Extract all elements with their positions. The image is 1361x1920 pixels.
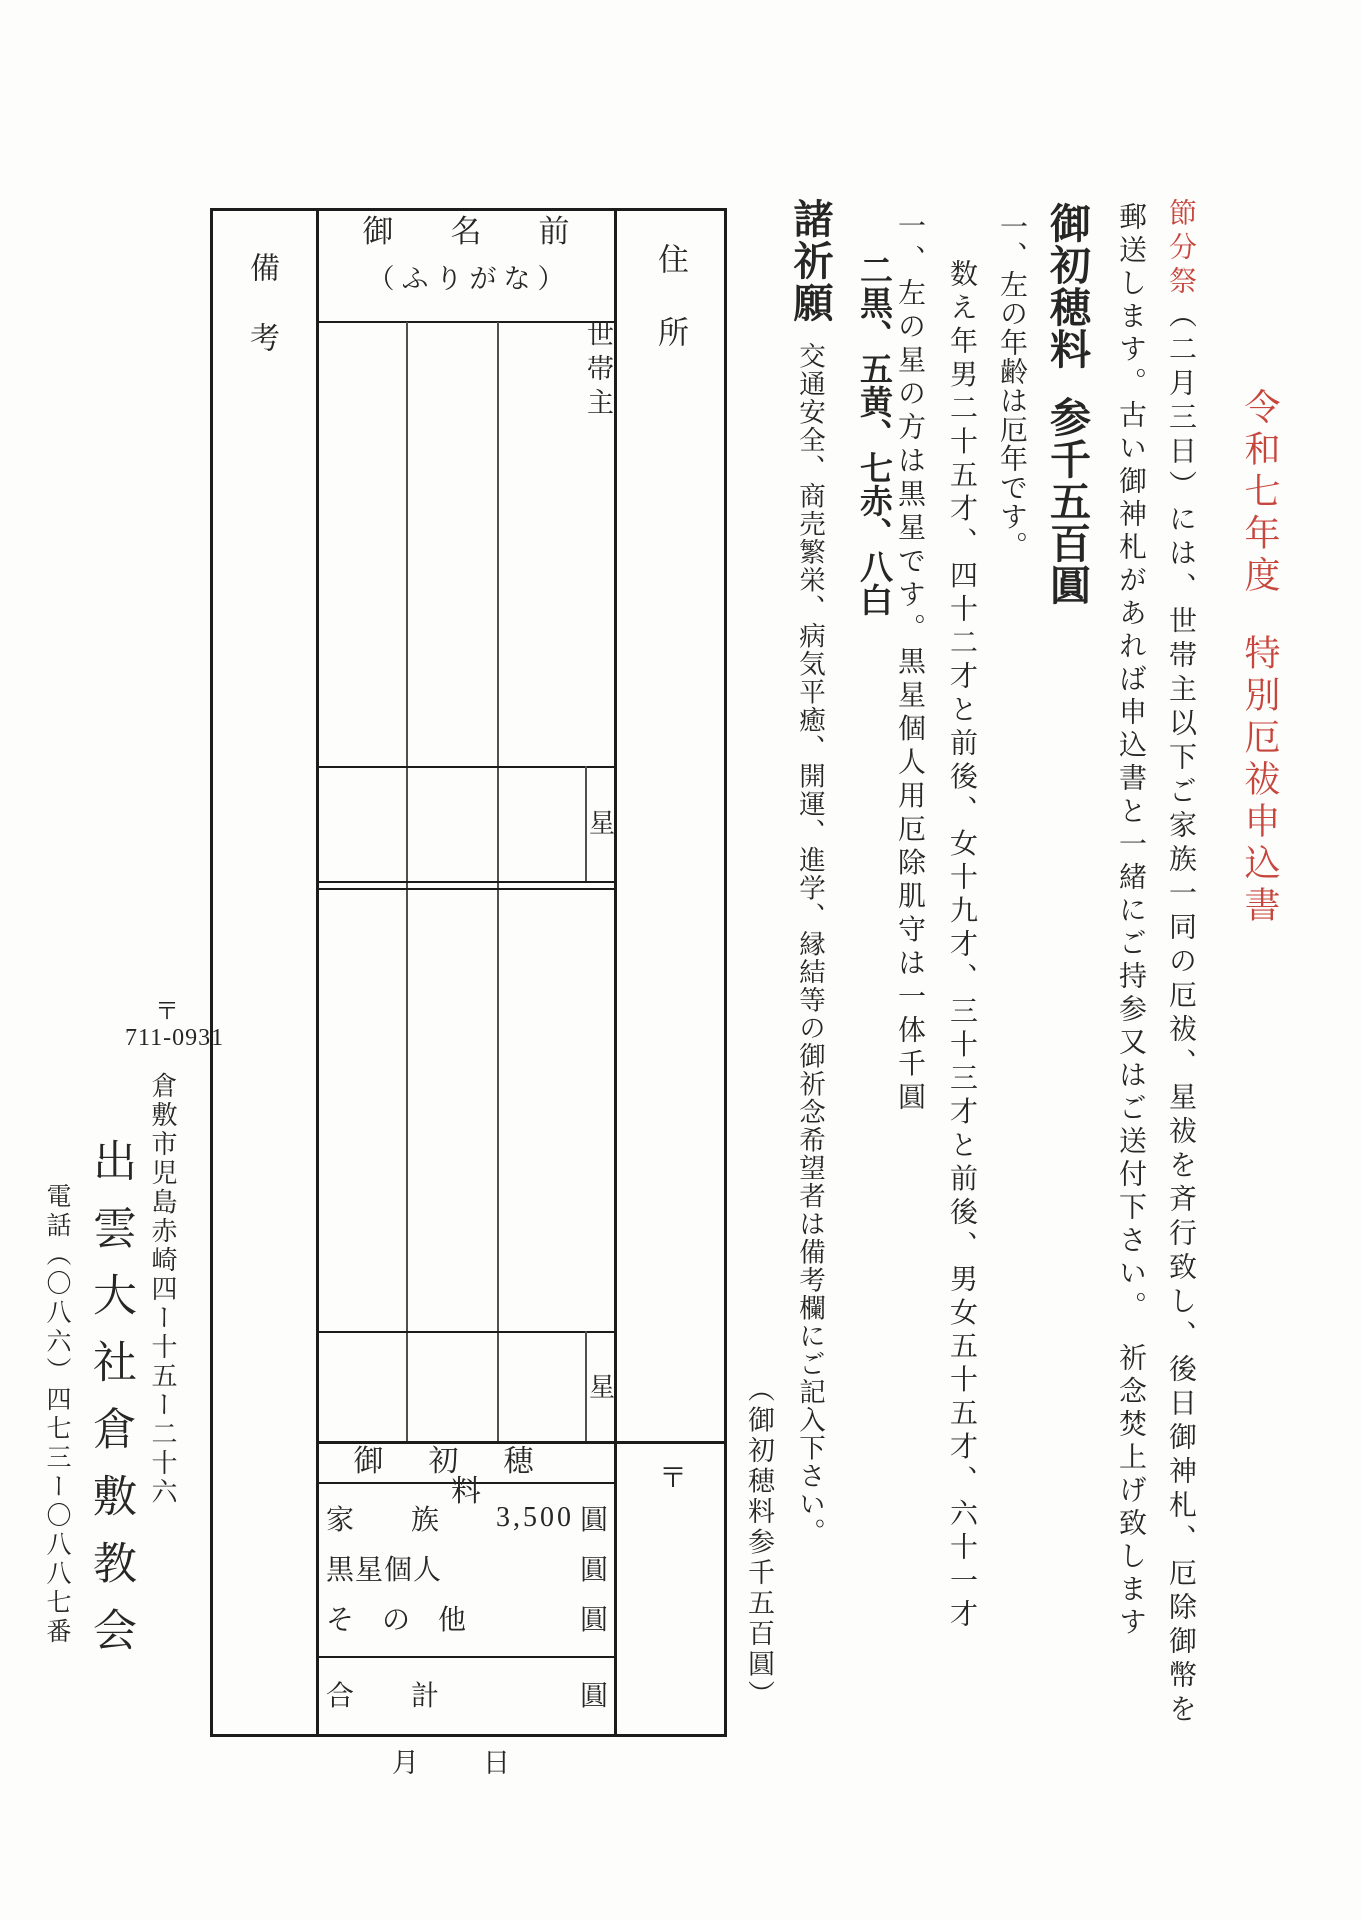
shrine-name: 出雲大社倉敷教会 (86, 1138, 135, 1674)
notice-star-list: 二黒、五黄、七赤、八白 (855, 253, 891, 616)
notice-setsubun-body: （二月三日）には、世帯主以下ご家族一同の厄祓、星祓を斉行致し、後日御神札、厄除御幣を (1165, 300, 1196, 1728)
shrine-address: 倉敷市児島赤崎四ー十五ー二十六 (148, 1072, 177, 1507)
notice-fee (1044, 202, 1090, 606)
form-title (1242, 388, 1278, 928)
fee-row-family (326, 1494, 608, 1542)
notice-prayers-fee: （御初穂料参千五百圓） (744, 1375, 774, 1711)
householder-label: 世帯主 (583, 320, 613, 422)
form-title-main: 特別厄祓申込書 (1240, 634, 1280, 928)
fee-row-other-unit: 圓 (579, 1605, 608, 1636)
fee-row-total (326, 1670, 608, 1718)
notice-fee-heading: 御初穂料 (1044, 202, 1090, 370)
address-label: 住所 (653, 243, 688, 389)
section-divider-double-rule (318, 881, 614, 890)
notice-mailing: 郵送します。古い御神札があれば申込書と一緒にご持参又はご送付下さい。 祈念焚上げ致します (1115, 202, 1146, 1640)
star-label-2: 星 (589, 1373, 616, 1402)
fee-row-other-label: その他 (326, 1605, 495, 1636)
remarks-label: 備考 (245, 252, 278, 392)
fee-row-kuroboshi-unit: 圓 (579, 1555, 608, 1586)
notice-age-detail: 数え年男二十五才、四十二才と前後、女十九才、三十三才と前後、男女五十五才、六十一才 (946, 259, 977, 1633)
notice-setsubun (1166, 198, 1194, 1728)
fee-row-total-label: 合計 (326, 1681, 497, 1712)
notice-star-rule: 一、左の星の方は黒星です。黒星個人用厄除肌守は一体千圓 (894, 211, 925, 1116)
notice-prayers-body: 交通安全、商売繁栄、病気平癒、開運、進学、縁結等の御祈念希望者は備考欄にご記入下さい。 (795, 342, 825, 1546)
notice-setsubun-heading: 節分祭 (1165, 198, 1196, 300)
date-line (392, 1750, 510, 1777)
name-header-label: 御名前 (362, 214, 627, 249)
fee-row-total-unit: 圓 (579, 1681, 608, 1712)
fee-table-top-rule (318, 1441, 727, 1444)
notice-fee-amount: 参千五百圓 (1044, 396, 1090, 606)
fee-row-family-label: 家族 (326, 1505, 497, 1536)
furigana-header (318, 266, 614, 293)
star-cell-1-rule (585, 766, 587, 883)
fee-row-kuroboshi (326, 1544, 608, 1592)
shrine-postal-mark: 〒 (155, 999, 179, 1025)
fee-row-kuroboshi-label: 黒星個人 (326, 1555, 443, 1586)
fee-row-family-amount: 3,500 (495, 1502, 574, 1533)
fee-table-header-label: 御初穂料 (353, 1445, 579, 1508)
date-month-label: 月 (392, 1748, 419, 1778)
name-header (318, 214, 627, 249)
remarks-divider (316, 208, 319, 1737)
notice-prayers-heading: 諸祈願 (788, 198, 833, 324)
address-divider (614, 208, 617, 1737)
notice-prayers (788, 198, 833, 1546)
star-label-1: 星 (589, 809, 616, 838)
date-day-label: 日 (483, 1748, 510, 1778)
star-cell-2-rule (585, 1331, 587, 1443)
notice-age-rule: 一、左の年齢は厄年です。 (996, 212, 1027, 560)
star-band-2-rule (318, 1331, 614, 1333)
fee-row-family-unit: 圓 (579, 1505, 608, 1536)
furigana-label: （ふりがな） (367, 264, 572, 294)
shrine-postal-code: 711-0931 (125, 1025, 225, 1051)
address-postal-mark: 〒 (659, 1463, 688, 1494)
form-title-era: 令和七年度 (1240, 388, 1280, 598)
fee-row-other (326, 1594, 608, 1642)
fee-total-rule (318, 1656, 614, 1658)
name-header-rule (318, 321, 614, 323)
star-band-1-rule (318, 766, 614, 768)
shrine-phone: 電話（〇八六）四七三ー〇八八七番 (43, 1183, 70, 1647)
